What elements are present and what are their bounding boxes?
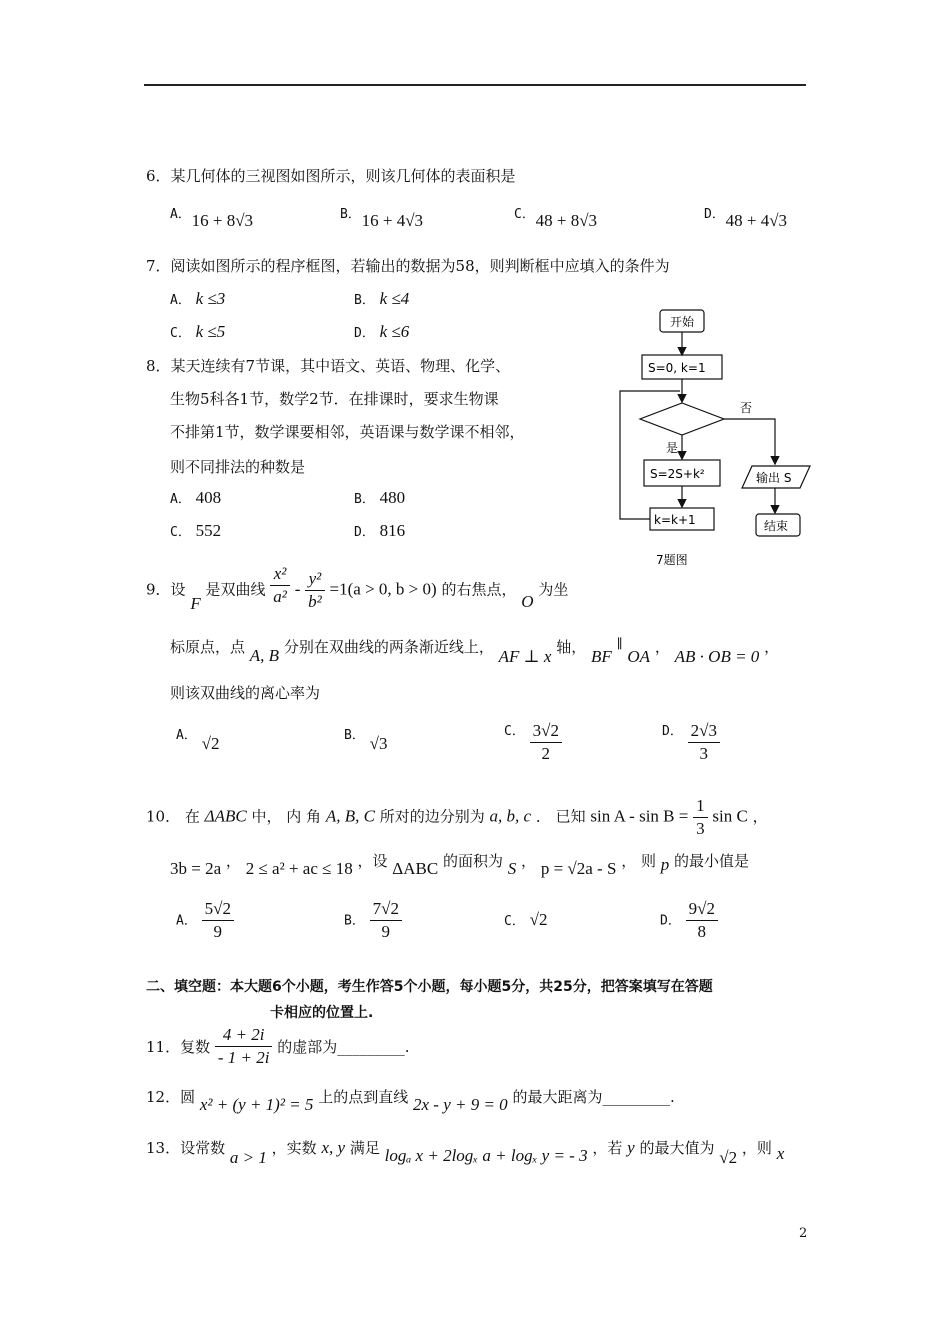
numerator: 1 xyxy=(693,795,708,818)
no-path xyxy=(724,419,775,463)
figure-caption: 7题图 xyxy=(656,553,688,567)
denominator: - 1 + 2i xyxy=(217,1048,270,1067)
q13-text: 满足 xyxy=(349,1139,380,1157)
q10-text: 所对的边分别为 xyxy=(379,807,485,826)
output-label: 输出 S xyxy=(756,471,792,485)
q10-text: ， xyxy=(225,852,241,870)
q8-line: 不排第1节，数学课要相邻，英语课与数学课不相邻， xyxy=(170,423,525,441)
q12-mid: 上的点到直线 xyxy=(318,1088,409,1106)
option-value: k ≤4 xyxy=(379,289,410,308)
q9-F: F xyxy=(190,593,201,613)
q10-text: 的面积为 xyxy=(442,852,503,870)
q13-x: x xyxy=(776,1144,785,1163)
numerator: 5√2 xyxy=(202,898,234,921)
q9-option-c xyxy=(504,720,562,765)
q7-stem: 7．阅读如图所示的程序框图，若输出的数据为58，则判断框中应填入的条件为 xyxy=(146,257,670,275)
option-value: 48 + 4√3 xyxy=(725,211,788,230)
q13-text: ，若 xyxy=(592,1139,623,1157)
q10-text: ． 已知 xyxy=(535,807,586,826)
option-letter: C． xyxy=(170,326,191,341)
q9-BF: BF xyxy=(591,647,612,666)
q9-dot: AB · OB = 0 xyxy=(674,647,760,666)
flowchart xyxy=(600,300,830,575)
q9-condition: =1(a > 0, b > 0) xyxy=(329,579,437,599)
q12-suffix: 的最大距离为_________. xyxy=(512,1088,675,1106)
denominator: 3 xyxy=(699,744,709,763)
option-value: 408 xyxy=(195,488,222,507)
q10-text: 10． 在 xyxy=(146,807,200,826)
q13-prefix: 13．设常数 xyxy=(146,1139,226,1157)
q9-O: O xyxy=(521,591,534,611)
option-fraction xyxy=(370,898,402,943)
q9-option-d xyxy=(662,720,720,765)
q13-equation: logₐ x + 2logₓ a + logₓ y = - 3 xyxy=(384,1146,588,1165)
q10-text: ，设 xyxy=(357,852,388,870)
q9-line3: 则该双曲线的离心率为 xyxy=(170,684,321,702)
q10-text: 的最小值是 xyxy=(674,852,750,870)
option-letter: D． xyxy=(354,525,375,540)
minus-sign: - xyxy=(294,579,301,599)
q10-p: p xyxy=(660,855,670,874)
q9-option-b xyxy=(344,724,388,753)
q9-option-a xyxy=(176,724,220,753)
q10-sin-expr: sin A - sin B = xyxy=(590,806,689,826)
option-value: k ≤6 xyxy=(379,322,410,341)
option-value: 16 + 4√3 xyxy=(361,211,424,230)
numerator: x² xyxy=(270,563,290,586)
q10-option-b xyxy=(344,898,402,943)
q13-text: ，则 xyxy=(741,1139,772,1157)
q10-ineq: 2 ≤ a² + ac ≤ 18 xyxy=(245,859,353,878)
q13-text: ，实数 xyxy=(271,1139,317,1157)
q9-text: 为坐 xyxy=(538,580,569,599)
q10-S: S xyxy=(507,859,517,878)
option-letter: B． xyxy=(340,207,361,222)
option-value: 816 xyxy=(379,521,406,540)
denominator: 2 xyxy=(541,744,551,763)
q10-sides: a, b, c xyxy=(489,806,532,826)
q13-xy: x, y xyxy=(321,1138,346,1157)
section-heading: 二、填空题：本大题6个小题，考生作答5个小题，每小题5分，共25分，把答案填写在答题 xyxy=(146,979,713,995)
q9-text: 轴， xyxy=(556,638,587,656)
no-label: 否 xyxy=(740,401,753,415)
option-fraction xyxy=(686,898,718,943)
option-value: √2 xyxy=(201,734,220,753)
q10-option-a xyxy=(176,898,234,943)
option-letter: D． xyxy=(662,724,683,739)
q9-text: ， xyxy=(654,638,670,656)
q10-eq1: 3b = 2a xyxy=(170,859,222,878)
q10-one-third xyxy=(693,795,708,840)
numerator: 9√2 xyxy=(686,898,718,921)
denominator: b² xyxy=(308,592,322,611)
yes-label: 是 xyxy=(666,441,679,455)
q9-points: A, B xyxy=(249,646,280,665)
option-letter: A． xyxy=(170,293,191,308)
option-value: k ≤5 xyxy=(195,322,226,341)
option-letter: B． xyxy=(344,728,365,743)
header-rule xyxy=(144,84,806,86)
q13-sqrt2: √2 xyxy=(719,1148,738,1167)
q8-line: 8．某天连续有7节课，其中语文、英语、物理、化学、 xyxy=(146,357,511,375)
q6-stem: 6．某几何体的三视图如图所示，则该几何体的表面积是 xyxy=(146,167,516,185)
option-letter: A． xyxy=(176,728,197,743)
option-fraction xyxy=(202,898,234,943)
q10-sinC: sin C xyxy=(712,806,748,826)
option-letter: C． xyxy=(514,207,535,222)
option-letter: D． xyxy=(354,326,375,341)
option-letter: A． xyxy=(170,207,191,222)
q9-y-frac xyxy=(305,568,325,613)
denominator: 8 xyxy=(697,922,707,941)
option-letter: C． xyxy=(170,525,191,540)
option-letter: A． xyxy=(176,913,197,929)
q8-line: 则不同排法的种数是 xyxy=(170,458,306,476)
option-value: √3 xyxy=(369,734,388,753)
denominator: 9 xyxy=(381,922,391,941)
denominator: 3 xyxy=(696,819,705,838)
q10-option-d xyxy=(660,898,718,943)
denominator: a² xyxy=(273,587,287,606)
numerator: 3√2 xyxy=(530,720,562,743)
q13-cond: a > 1 xyxy=(229,1148,267,1167)
denominator: 9 xyxy=(213,922,223,941)
q10-option-c xyxy=(504,910,547,930)
option-letter: B． xyxy=(354,492,375,507)
decision-diamond xyxy=(640,403,724,435)
q11-prefix: 11．复数 xyxy=(146,1038,211,1056)
loop-back xyxy=(620,391,680,519)
q8-line: 生物5科各1节，数学2节．在排课时，要求生物课 xyxy=(170,390,499,408)
q13-y: y xyxy=(627,1138,635,1157)
section-heading-cont: 卡相应的位置上. xyxy=(270,1005,374,1021)
q10-triangle2: ΔABC xyxy=(392,859,439,878)
q9-text: 是双曲线 xyxy=(205,580,266,599)
q9-perp: AF ⊥ x xyxy=(498,647,552,666)
q10-triangle: ΔABC xyxy=(204,806,247,826)
numerator: 4 + 2i xyxy=(215,1024,273,1047)
parallel-symbol: ∥ xyxy=(616,636,623,651)
q10-text: 中， 内 角 xyxy=(251,807,322,826)
option-fraction xyxy=(688,720,720,765)
option-letter: A． xyxy=(170,492,191,507)
q12-line: 2x - y + 9 = 0 xyxy=(412,1095,508,1114)
option-value: 552 xyxy=(195,521,222,540)
start-label: 开始 xyxy=(670,315,695,329)
q11-fraction xyxy=(215,1024,273,1069)
q9-prefix: 9．设 xyxy=(146,580,186,599)
q13-text: 的最大值为 xyxy=(639,1139,715,1157)
option-letter: D． xyxy=(660,913,681,929)
update-label: S=2S+k² xyxy=(650,467,705,481)
option-value: 16 + 8√3 xyxy=(191,211,254,230)
option-letter: B． xyxy=(344,913,365,929)
end-label: 结束 xyxy=(764,519,789,533)
option-fraction xyxy=(530,720,562,765)
q9-OA: OA xyxy=(627,647,651,666)
q9-text: 标原点，点 xyxy=(170,638,246,656)
q9-text: ， xyxy=(764,638,780,656)
q10-text: ， xyxy=(521,852,537,870)
incr-label: k=k+1 xyxy=(654,513,696,527)
numerator: y² xyxy=(305,568,325,591)
option-letter: D． xyxy=(704,207,725,222)
numerator: 7√2 xyxy=(370,898,402,921)
q10-p-expr: p = √2a - S xyxy=(540,859,617,878)
q9-x-frac xyxy=(270,563,290,608)
option-letter: C． xyxy=(504,914,525,929)
option-letter: B． xyxy=(354,293,375,308)
numerator: 2√3 xyxy=(688,720,720,743)
option-value: k ≤3 xyxy=(195,289,226,308)
q10-text: ， xyxy=(752,807,768,826)
option-value: √2 xyxy=(529,910,548,929)
q10-text: ， 则 xyxy=(621,852,656,870)
option-value: 480 xyxy=(379,488,406,507)
page-number: 2 xyxy=(799,1226,808,1241)
q9-text: 分别在双曲线的两条渐近线上， xyxy=(283,638,494,656)
option-value: 48 + 8√3 xyxy=(535,211,598,230)
q9-text: 的右焦点， xyxy=(441,580,517,599)
q12-prefix: 12．圆 xyxy=(146,1088,196,1106)
q12-circle: x² + (y + 1)² = 5 xyxy=(199,1095,314,1114)
q11-suffix: 的虚部为_________. xyxy=(277,1038,410,1056)
q10-angles: A, B, C xyxy=(325,806,375,826)
init-label: S=0, k=1 xyxy=(648,361,706,375)
option-letter: C． xyxy=(504,724,525,739)
